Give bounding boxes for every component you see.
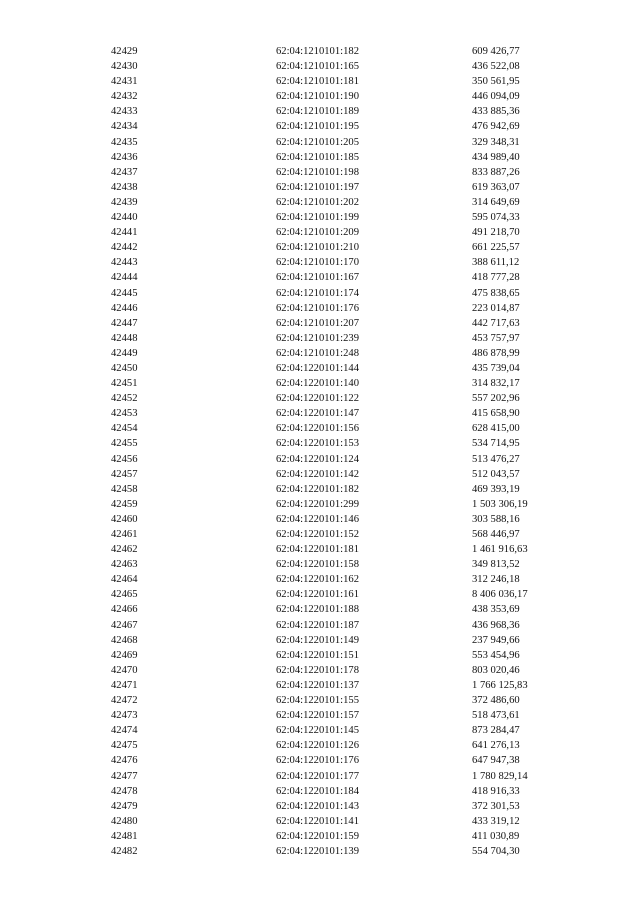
row-number-cell: 42481 [111,830,138,842]
table-row [0,602,640,617]
table-row [0,119,640,134]
value-cell: 476 942,69 [472,121,520,133]
value-cell: 442 717,63 [472,317,520,329]
value-cell: 436 522,08 [472,61,520,73]
table-row [0,784,640,799]
table-row [0,74,640,89]
row-number-cell: 42444 [111,272,138,284]
table-row [0,814,640,829]
cadastral-number-cell: 62:04:1210101:197 [276,181,359,193]
table-row [0,316,640,331]
value-cell: 554 704,30 [472,845,520,857]
table-row [0,452,640,467]
table-row [0,391,640,406]
table-row [0,633,640,648]
row-number-cell: 42457 [111,468,138,480]
table-row [0,150,640,165]
row-number-cell: 42464 [111,574,138,586]
table-row [0,527,640,542]
table-row [0,738,640,753]
value-cell: 438 353,69 [472,604,520,616]
row-number-cell: 42469 [111,649,138,661]
cadastral-number-cell: 62:04:1220101:143 [276,800,359,812]
table-row [0,829,640,844]
row-number-cell: 42461 [111,529,138,540]
table-row [0,331,640,346]
table-row [0,376,640,391]
table-row [0,467,640,482]
table-row [0,557,640,572]
value-cell: 349 813,52 [472,559,520,571]
row-number-cell: 42468 [111,634,138,646]
cadastral-number-cell: 62:04:1210101:195 [276,121,359,133]
table-row [0,482,640,497]
value-cell: 436 968,36 [472,619,520,631]
cadastral-number-cell: 62:04:1220101:144 [276,362,359,374]
table-row [0,89,640,104]
table-row [0,270,640,285]
value-cell: 557 202,96 [472,393,520,405]
row-number-cell: 42453 [111,408,138,420]
cadastral-number-cell: 62:04:1220101:140 [276,378,359,390]
row-number-cell: 42447 [111,317,138,329]
cadastral-number-cell: 62:04:1220101:149 [276,634,359,646]
value-cell: 513 476,27 [472,453,520,465]
value-cell: 568 446,97 [472,529,520,540]
value-cell: 329 348,31 [472,136,520,148]
table-row [0,240,640,255]
value-cell: 415 658,90 [472,408,520,420]
row-number-cell: 42438 [111,181,138,193]
cadastral-number-cell: 62:04:1220101:157 [276,710,359,722]
cadastral-number-cell: 62:04:1220101:153 [276,438,359,450]
row-number-cell: 42433 [111,106,138,118]
cadastral-number-cell: 62:04:1210101:210 [276,242,359,254]
row-number-cell: 42435 [111,136,138,148]
cadastral-number-cell: 62:04:1210101:209 [276,227,359,239]
table-row [0,708,640,723]
value-cell: 453 757,97 [472,332,520,344]
row-number-cell: 42430 [111,61,138,73]
cadastral-number-cell: 62:04:1220101:137 [276,679,359,691]
value-cell: 350 561,95 [472,76,520,88]
row-number-cell: 42450 [111,362,138,374]
table-row [0,225,640,240]
value-cell: 372 486,60 [472,695,520,707]
value-cell: 237 949,66 [472,634,520,646]
value-cell: 388 611,12 [472,257,520,269]
table-row [0,59,640,74]
table-row [0,497,640,512]
row-number-cell: 42443 [111,257,138,269]
table-row [0,572,640,587]
cadastral-number-cell: 62:04:1220101:147 [276,408,359,420]
table-row [0,844,640,859]
cadastral-number-cell: 62:04:1220101:146 [276,513,359,525]
row-number-cell: 42458 [111,483,138,495]
value-cell: 1 766 125,83 [472,679,528,691]
cadastral-number-cell: 62:04:1220101:188 [276,604,359,616]
cadastral-number-cell: 62:04:1220101:178 [276,664,359,676]
table-row [0,587,640,602]
table-row [0,301,640,316]
value-cell: 8 406 036,17 [472,589,528,601]
row-number-cell: 42482 [111,845,138,857]
cadastral-number-cell: 62:04:1210101:165 [276,61,359,73]
value-cell: 628 415,00 [472,423,520,435]
value-cell: 833 887,26 [472,166,520,178]
cadastral-number-cell: 62:04:1220101:139 [276,845,359,857]
row-number-cell: 42470 [111,664,138,676]
value-cell: 469 393,19 [472,483,520,495]
table-row [0,44,640,59]
value-cell: 1 780 829,14 [472,770,528,782]
row-number-cell: 42460 [111,513,138,525]
row-number-cell: 42431 [111,76,138,88]
value-cell: 433 319,12 [472,815,520,827]
row-number-cell: 42478 [111,785,138,797]
value-cell: 435 739,04 [472,362,520,374]
table-row [0,663,640,678]
value-cell: 418 916,33 [472,785,520,797]
row-number-cell: 42449 [111,347,138,359]
row-number-cell: 42434 [111,121,138,133]
row-number-cell: 42480 [111,815,138,827]
cadastral-number-cell: 62:04:1210101:176 [276,302,359,314]
cadastral-number-cell: 62:04:1210101:198 [276,166,359,178]
table-row [0,753,640,768]
cadastral-number-cell: 62:04:1210101:207 [276,317,359,329]
table-row [0,421,640,436]
value-cell: 223 014,87 [472,302,520,314]
row-number-cell: 42429 [111,46,138,57]
value-cell: 303 588,16 [472,513,520,525]
row-number-cell: 42454 [111,423,138,435]
value-cell: 475 838,65 [472,287,520,299]
cadastral-number-cell: 62:04:1210101:181 [276,76,359,88]
value-cell: 609 426,77 [472,46,520,57]
row-number-cell: 42479 [111,800,138,812]
row-number-cell: 42466 [111,604,138,616]
cadastral-number-cell: 62:04:1210101:174 [276,287,359,299]
cadastral-number-cell: 62:04:1220101:299 [276,498,359,510]
row-number-cell: 42471 [111,679,138,691]
row-number-cell: 42437 [111,166,138,178]
cadastral-number-cell: 62:04:1220101:156 [276,423,359,435]
value-cell: 486 878,99 [472,347,520,359]
value-cell: 372 301,53 [472,800,520,812]
row-number-cell: 42477 [111,770,138,782]
cadastral-number-cell: 62:04:1220101:126 [276,740,359,752]
row-number-cell: 42452 [111,393,138,405]
row-number-cell: 42467 [111,619,138,631]
row-number-cell: 42439 [111,196,138,208]
row-number-cell: 42473 [111,710,138,722]
row-number-cell: 42475 [111,740,138,752]
cadastral-number-cell: 62:04:1220101:162 [276,574,359,586]
row-number-cell: 42456 [111,453,138,465]
value-cell: 446 094,09 [472,91,520,103]
cadastral-number-cell: 62:04:1210101:167 [276,272,359,284]
table-row [0,406,640,421]
row-number-cell: 42462 [111,544,138,556]
cadastral-value-table [0,44,640,859]
cadastral-number-cell: 62:04:1220101:142 [276,468,359,480]
cadastral-number-cell: 62:04:1220101:161 [276,589,359,601]
value-cell: 619 363,07 [472,181,520,193]
cadastral-number-cell: 62:04:1220101:151 [276,649,359,661]
cadastral-number-cell: 62:04:1210101:248 [276,347,359,359]
row-number-cell: 42472 [111,695,138,707]
value-cell: 314 832,17 [472,378,520,390]
table-row [0,678,640,693]
table-row [0,165,640,180]
table-row [0,346,640,361]
row-number-cell: 42432 [111,91,138,103]
cadastral-number-cell: 62:04:1210101:170 [276,257,359,269]
cadastral-number-cell: 62:04:1220101:158 [276,559,359,571]
table-row [0,210,640,225]
table-row [0,723,640,738]
row-number-cell: 42442 [111,242,138,254]
value-cell: 595 074,33 [472,212,520,224]
row-number-cell: 42476 [111,755,138,767]
cadastral-number-cell: 62:04:1210101:239 [276,332,359,344]
value-cell: 491 218,70 [472,227,520,239]
value-cell: 518 473,61 [472,710,520,722]
row-number-cell: 42451 [111,378,138,390]
cadastral-number-cell: 62:04:1210101:185 [276,151,359,163]
cadastral-number-cell: 62:04:1210101:205 [276,136,359,148]
cadastral-number-cell: 62:04:1210101:202 [276,196,359,208]
table-row [0,361,640,376]
cadastral-number-cell: 62:04:1220101:124 [276,453,359,465]
row-number-cell: 42440 [111,212,138,224]
value-cell: 314 649,69 [472,196,520,208]
cadastral-number-cell: 62:04:1220101:184 [276,785,359,797]
cadastral-number-cell: 62:04:1220101:176 [276,755,359,767]
table-row [0,436,640,451]
value-cell: 411 030,89 [472,830,520,842]
value-cell: 434 989,40 [472,151,520,163]
table-row [0,286,640,301]
value-cell: 534 714,95 [472,438,520,450]
row-number-cell: 42436 [111,151,138,163]
table-row [0,769,640,784]
cadastral-number-cell: 62:04:1210101:182 [276,46,359,57]
row-number-cell: 42455 [111,438,138,450]
row-number-cell: 42446 [111,302,138,314]
value-cell: 873 284,47 [472,725,520,737]
row-number-cell: 42441 [111,227,138,239]
cadastral-number-cell: 62:04:1220101:155 [276,695,359,707]
value-cell: 661 225,57 [472,242,520,254]
value-cell: 647 947,38 [472,755,520,767]
value-cell: 641 276,13 [472,740,520,752]
value-cell: 1 503 306,19 [472,498,528,510]
table-row [0,255,640,270]
table-row [0,693,640,708]
row-number-cell: 42445 [111,287,138,299]
row-number-cell: 42448 [111,332,138,344]
table-row [0,104,640,119]
cadastral-number-cell: 62:04:1220101:152 [276,529,359,540]
value-cell: 803 020,46 [472,664,520,676]
row-number-cell: 42459 [111,498,138,510]
cadastral-number-cell: 62:04:1220101:181 [276,544,359,556]
table-row [0,512,640,527]
cadastral-number-cell: 62:04:1210101:189 [276,106,359,118]
table-row [0,180,640,195]
cadastral-number-cell: 62:04:1220101:187 [276,619,359,631]
table-row [0,135,640,150]
table-row [0,618,640,633]
cadastral-number-cell: 62:04:1210101:190 [276,91,359,103]
row-number-cell: 42474 [111,725,138,737]
value-cell: 312 246,18 [472,574,520,586]
value-cell: 433 885,36 [472,106,520,118]
cadastral-number-cell: 62:04:1210101:199 [276,212,359,224]
cadastral-number-cell: 62:04:1220101:141 [276,815,359,827]
cadastral-number-cell: 62:04:1220101:182 [276,483,359,495]
table-row [0,195,640,210]
table-row [0,542,640,557]
table-row [0,799,640,814]
value-cell: 553 454,96 [472,649,520,661]
cadastral-number-cell: 62:04:1220101:122 [276,393,359,405]
row-number-cell: 42465 [111,589,138,601]
value-cell: 1 461 916,63 [472,544,528,556]
row-number-cell: 42463 [111,559,138,571]
value-cell: 512 043,57 [472,468,520,480]
cadastral-number-cell: 62:04:1220101:145 [276,725,359,737]
value-cell: 418 777,28 [472,272,520,284]
cadastral-number-cell: 62:04:1220101:177 [276,770,359,782]
cadastral-number-cell: 62:04:1220101:159 [276,830,359,842]
table-row [0,648,640,663]
